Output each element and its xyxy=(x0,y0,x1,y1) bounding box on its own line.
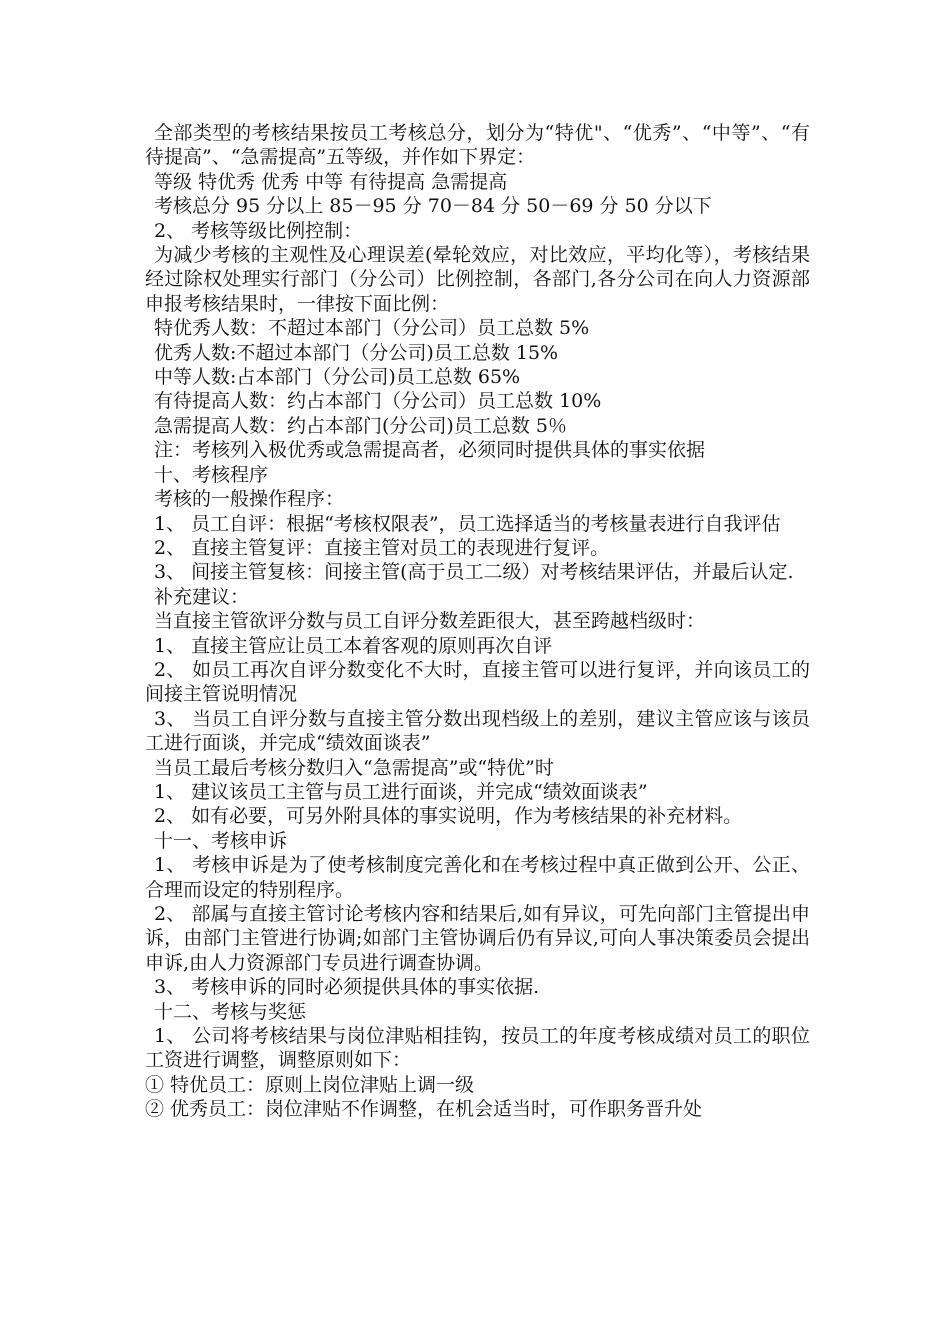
paragraph-supplement-heading: 补充建议： xyxy=(154,585,250,608)
paragraph-ratio-top: 特优秀人数：不超过本部门（分公司）员工总数 5% xyxy=(154,317,590,340)
paragraph-supplement-3: 3、 当员工自评分数与直接主管分数出现档级上的差别，建议主管应该与该员工进行面谈，并完成“绩效面谈表” xyxy=(145,707,810,755)
paragraph-rewards-excellent: ② 优秀员工：岗位津贴不作调整，在机会适当时，可作职务晋升处 xyxy=(145,1098,703,1121)
paragraph-procedure-step3: 3、 间接主管复核：间接主管(高于员工二级）对考核结果评估，并最后认定. xyxy=(154,561,794,584)
paragraph-appeal-3: 3、 考核申诉的同时必须提供具体的事实依据. xyxy=(154,976,540,999)
paragraph-ratio-medium: 中等人数:占本部门（分公司)员工总数 65% xyxy=(154,366,521,389)
paragraph-grade-intro: 全部类型的考核结果按员工考核总分，划分为“特优"、“优秀”、“中等”、“有待提高”、“急需提高”五等级，并作如下界定： xyxy=(145,122,810,169)
paragraph-rewards-1: 1、 公司将考核结果与岗位津贴相挂钩，按员工的年度考核成绩对员工的职位工资进行调整，调整原则如下： xyxy=(145,1025,810,1072)
section-heading-appeal: 十一、考核申诉 xyxy=(154,829,288,852)
section-heading-procedure: 十、考核程序 xyxy=(154,463,269,486)
paragraph-ratio-heading: 2、 考核等级比例控制： xyxy=(154,219,363,242)
paragraph-ratio-note: 注：考核列入极优秀或急需提高者，必须同时提供具体的事实依据 xyxy=(154,439,706,462)
paragraph-procedure-intro: 考核的一般操作程序： xyxy=(154,488,345,511)
paragraph-appeal-2: 2、 部属与直接主管讨论考核内容和结果后,如有异议，可先向部门主管提出申诉，由部门主管进行协调;如部门主管协调后仍有异议,可向人事决策委员会提出申诉,由人力资源部门专员进行调查协调。 xyxy=(145,903,810,974)
paragraph-grade-levels: 等级 特优秀 优秀 中等 有待提高 急需提高 xyxy=(154,170,508,193)
paragraph-supplement-2: 2、 如员工再次自评分数变化不大时，直接主管可以进行复评，并向该员工的间接主管说明情况 xyxy=(145,658,810,706)
paragraph-ratio-urgent: 急需提高人数：约占本部门(分公司)员工总数 5％ xyxy=(154,414,567,437)
paragraph-appeal-1: 1、 考核申诉是为了使考核制度完善化和在考核过程中真正做到公开、公正、合理而设定的特别程序。 xyxy=(145,854,810,901)
paragraph-extreme-intro: 当员工最后考核分数归入“急需提高”或“特优”时 xyxy=(154,756,554,779)
paragraph-extreme-1: 1、 建议该员工主管与员工进行面谈，并完成“绩效面谈表” xyxy=(154,780,648,803)
paragraph-grade-scores: 考核总分 95 分以上 85－95 分 70－84 分 50－69 分 50 分以下 xyxy=(154,195,712,218)
document-body xyxy=(145,121,810,1122)
paragraph-ratio-improve: 有待提高人数：约占本部门（分公司）员工总数 10% xyxy=(154,390,602,413)
paragraph-extreme-2: 2、 如有必要，可另外附具体的事实说明，作为考核结果的补充材料。 xyxy=(154,805,743,828)
paragraph-ratio-excellent: 优秀人数:不超过本部门（分公司)员工总数 15% xyxy=(154,341,559,364)
section-heading-rewards: 十二、考核与奖惩 xyxy=(154,1000,307,1023)
paragraph-ratio-intro: 为减少考核的主观性及心理误差(晕轮效应，对比效应，平均化等），考核结果经过除权处理实行部门（分公司）比例控制，各部门,各分公司在向人力资源部申报考核结果时，一律按下面比例： xyxy=(145,244,810,315)
paragraph-procedure-step2: 2、 直接主管复评：直接主管对员工的表现进行复评。 xyxy=(154,536,610,559)
paragraph-supplement-1: 1、 直接主管应让员工本着客观的原则再次自评 xyxy=(154,634,553,657)
paragraph-rewards-top: ① 特优员工：原则上岗位津贴上调一级 xyxy=(145,1073,475,1096)
paragraph-supplement-intro: 当直接主管欲评分数与员工自评分数差距很大，甚至跨越档级时： xyxy=(154,610,706,633)
paragraph-procedure-step1: 1、 员工自评：根据“考核权限表”，员工选择适当的考核量表进行自我评估 xyxy=(154,512,781,535)
